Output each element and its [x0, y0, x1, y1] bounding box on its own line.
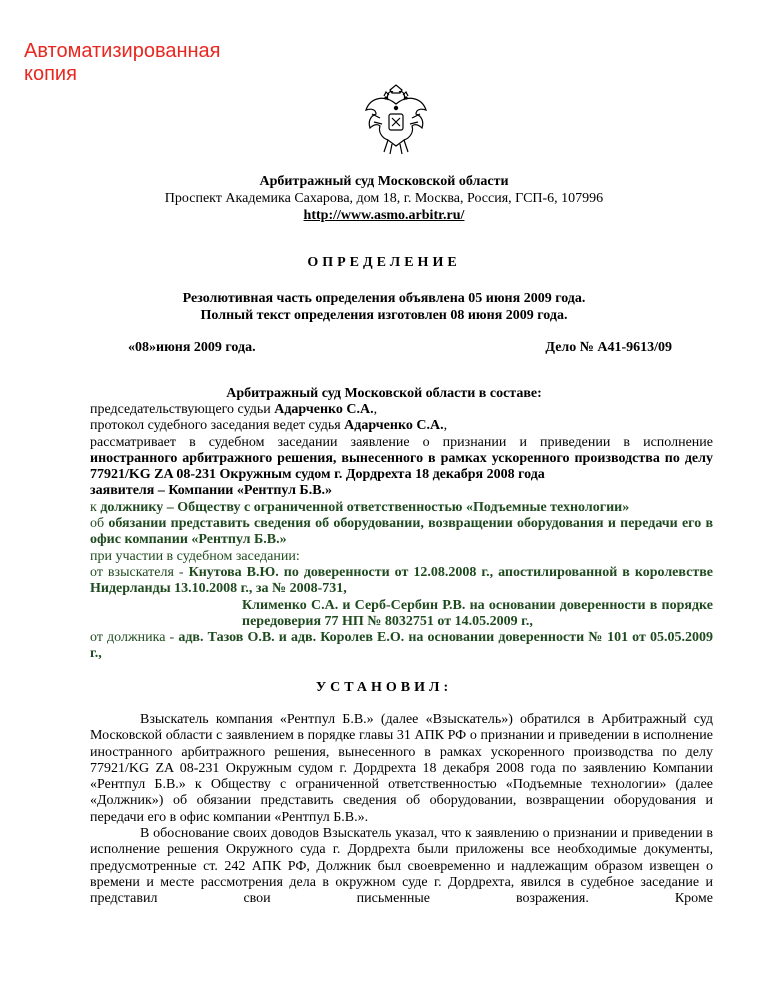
- presiding-judge-line: председательствующего судьи Адарченко С.А.,: [90, 402, 378, 417]
- court-name: Арбитражный суд Московской области: [259, 174, 509, 189]
- stamp-line-2: копия: [24, 63, 77, 85]
- subject-text: иностранного арбитражного решения, вынесенного в рамках ускоренного производства по делу 77921/KG ZA 08-231 Окружным судом г. Дордрехта 18 декабря 2008 года: [90, 450, 713, 483]
- debtor-name: должнику – Обществу с ограниченной ответственностью «Подъемные технологии»: [100, 499, 630, 515]
- paragraph-2: В обоснование своих доводов Взыскатель указал, что к заявлению о признании и приведении в исполнение решения Окружного суда г. Дордрехта были приложены все необходимые документы, предусмотренные ст. 242 АПК РФ, Должник был своевременно и надлежащим образом извещен о времени и месте рассмотрения дела в окружном суде г. Дордрехта, явился в судебное заседание и представил свои письменные возражения. Кроме: [90, 826, 713, 907]
- applicant-line: заявителя – Компании «Рентпул Б.В.»: [90, 483, 333, 499]
- announcement-line-1: Резолютивная часть определения объявлена 05 июня 2009 года.: [182, 291, 586, 306]
- announcement: [0, 290, 768, 324]
- stamp-line-1: Автоматизированная: [24, 40, 221, 62]
- paragraph-1: Взыскатель компания «Рентпул Б.В.» (далее «Взыскатель») обратился в Арбитражный суд Московской области с заявлением в порядке главы 31 АПК РФ о признании и приведении в исполнение иностранного арбитражного решения, вынесенного в рамках ускоренного производства по делу 77921/KG ZA 08-231 Окружным судом г. Дордрехта 18 декабря 2008 года по заявлению Компании «Рентпул Б.В.» к Обществу с ограниченной ответственностью «Подъемные технологии» (далее «Должник») об обязании представить сведения об оборудовании, возвращении оборудования и передачи его в офис компании «Рентпул Б.В.».: [90, 712, 713, 825]
- court-header: [0, 173, 768, 224]
- court-website-link[interactable]: http://www.asmo.arbitr.ru/: [303, 208, 465, 223]
- court-address: Проспект Академика Сахарова, дом 18, г. Москва, Россия, ГСП-6, 107996: [164, 191, 604, 206]
- protocol-judge-name: Адарченко С.А.: [344, 418, 444, 434]
- claimant-rep-2-line: Клименко С.А. и Серб-Сербин Р.В. на основании доверенности в порядке передоверия 77 НП № 8032751 от 14.05.2009 г.,: [242, 597, 713, 629]
- obligation-text: обязании представить сведения об оборудовании, возвращении оборудования и передачи его в офис компании «Рентпул Б.В.»: [90, 516, 713, 548]
- composition-heading: Арбитражный суд Московской области в составе:: [226, 386, 542, 401]
- claimant-rep-line: от взыскателя - Кнутова В.Ю. по доверенности от 12.08.2008 г., апостилированной в королевстве Нидерланды 13.10.2008 г., за № 2008-731,: [90, 564, 713, 597]
- debtor-rep-text: адв. Тазов О.В. и адв. Королев Е.О. на основании доверенности № 101 от 05.05.2009 г.,: [90, 630, 713, 662]
- debtor-line: к должнику – Обществу с ограниченной ответственностью «Подъемные технологии»: [90, 499, 630, 515]
- document-date: «08»июня 2009 года.: [128, 340, 256, 355]
- case-number: Дело № А41-9613/09: [545, 340, 672, 355]
- announcement-line-2: Полный текст определения изготовлен 08 июня 2009 года.: [200, 308, 568, 323]
- double-headed-eagle-icon: [362, 84, 430, 158]
- composition-block: [90, 402, 713, 663]
- protocol-line: протокол судебного заседания ведет судья Адарченко С.А.,: [90, 418, 448, 434]
- participation-line: при участии в судебном заседании:: [90, 548, 300, 564]
- document-title: ОПРЕДЕЛЕНИЕ: [307, 255, 461, 270]
- presiding-judge-name: Адарченко С.А.: [274, 402, 374, 417]
- claimant-rep-text: Кнутова В.Ю. по доверенности от 12.08.2008 г., апостилированной в королевстве Нидерланды 13.10.2008 г., за № 2008-731,: [90, 564, 713, 597]
- considers-line: рассматривает в судебном заседании заявление о признании и приведении в исполнение: [90, 434, 713, 450]
- main-text: [90, 712, 713, 908]
- established-heading: УСТАНОВИЛ:: [315, 680, 453, 695]
- debtor-rep-line: от должника - адв. Тазов О.В. и адв. Королев Е.О. на основании доверенности № 101 от 05.05.2009 г.,: [90, 630, 713, 662]
- automated-copy-stamp: [24, 40, 221, 86]
- obligation-line: об обязании представить сведения об оборудовании, возвращении оборудования и передачи его в офис компании «Рентпул Б.В.»: [90, 516, 713, 548]
